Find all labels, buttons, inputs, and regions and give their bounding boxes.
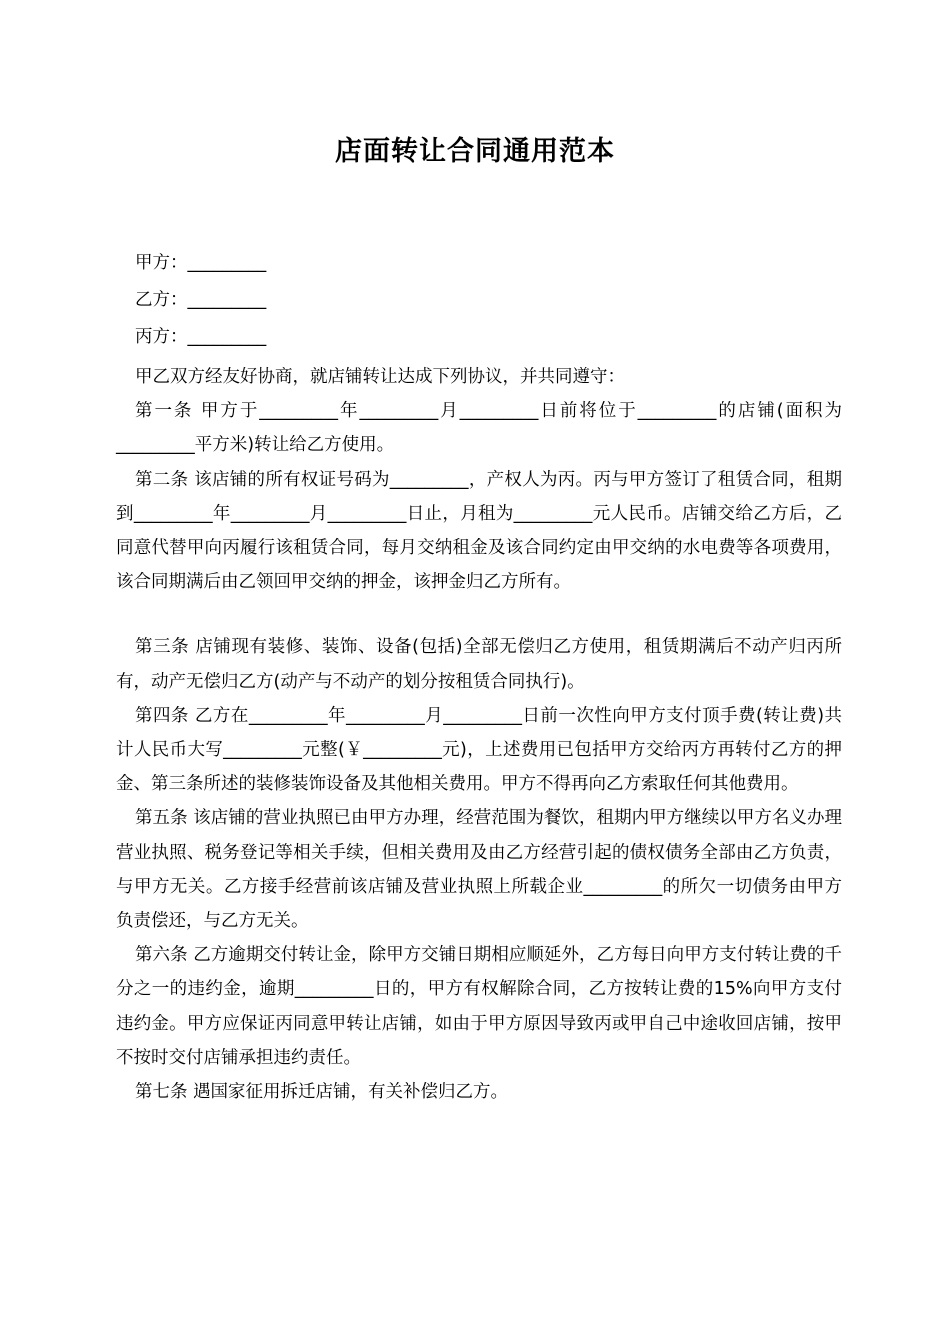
article-3: 第三条 店铺现有装修、装饰、设备(包括)全部无偿归乙方使用，租赁期满后不动产归丙所有，动产无偿归乙方(动产与不动产的划分按租赁合同执行)。 [116, 637, 842, 692]
article-6: 第六条 乙方逾期交付转让金，除甲方交铺日期相应顺延外，乙方每日向甲方支付转让费的千分之一的违约金，逾期_________日的，甲方有权解除合同，乙方按转让费的15%向甲方支付违约金。甲方应保证丙同意甲转让店铺，如由于甲方原因导致丙或甲自己中途收回店铺，按甲不按时交付店铺承担违约责任。 [116, 945, 842, 1068]
contract-body [116, 360, 842, 1109]
preamble-paragraph: 甲乙双方经友好协商，就店铺转让达成下列协议，并共同遵守： [135, 367, 625, 387]
article-5: 第五条 该店铺的营业执照已由甲方办理，经营范围为餐饮，租期内甲方继续以甲方名义办理营业执照、税务登记等相关手续，但相关费用及由乙方经营引起的债权债务全部由乙方负责，与甲方无关。乙方接手经营前该店铺及营业执照上所载企业_________的所欠一切债务由甲方负责偿还，与乙方无关。 [116, 808, 842, 932]
article-7: 第七条 遇国家征用拆迁店铺，有关补偿归乙方。 [135, 1082, 509, 1103]
party-c-line: 丙方：_________ [135, 327, 267, 347]
article-1: 第一条 甲方于_________年_________月_________日前将位于_________的店铺(面积为_________平方米)转让给乙方使用。 [116, 401, 842, 456]
article-2: 第二条 该店铺的所有权证号码为_________，产权人为丙。丙与甲方签订了租赁合同，租期到_________年_________月_________日止，月租为_________元人民币。店铺交给乙方后，乙同意代替甲向丙履行该租赁合同，每月交纳租金及该合同约定由甲交纳的水电费等各项费用，该合同期满后由乙领回甲交纳的押金，该押金归乙方所有。 [116, 469, 842, 593]
article-4: 第四条 乙方在_________年_________月_________日前一次性向甲方支付顶手费(转让费)共计人民币大写_________元整(￥_________元)，上述费用已包括甲方交给丙方再转付乙方的押金、第三条所述的装修装饰设备及其他相关费用。甲方不得再向乙方索取任何其他费用。 [116, 705, 842, 795]
party-b-line: 乙方：_________ [135, 290, 267, 310]
document-title: 店面转让合同通用范本 [335, 136, 615, 167]
party-a-line: 甲方：_________ [135, 253, 267, 273]
